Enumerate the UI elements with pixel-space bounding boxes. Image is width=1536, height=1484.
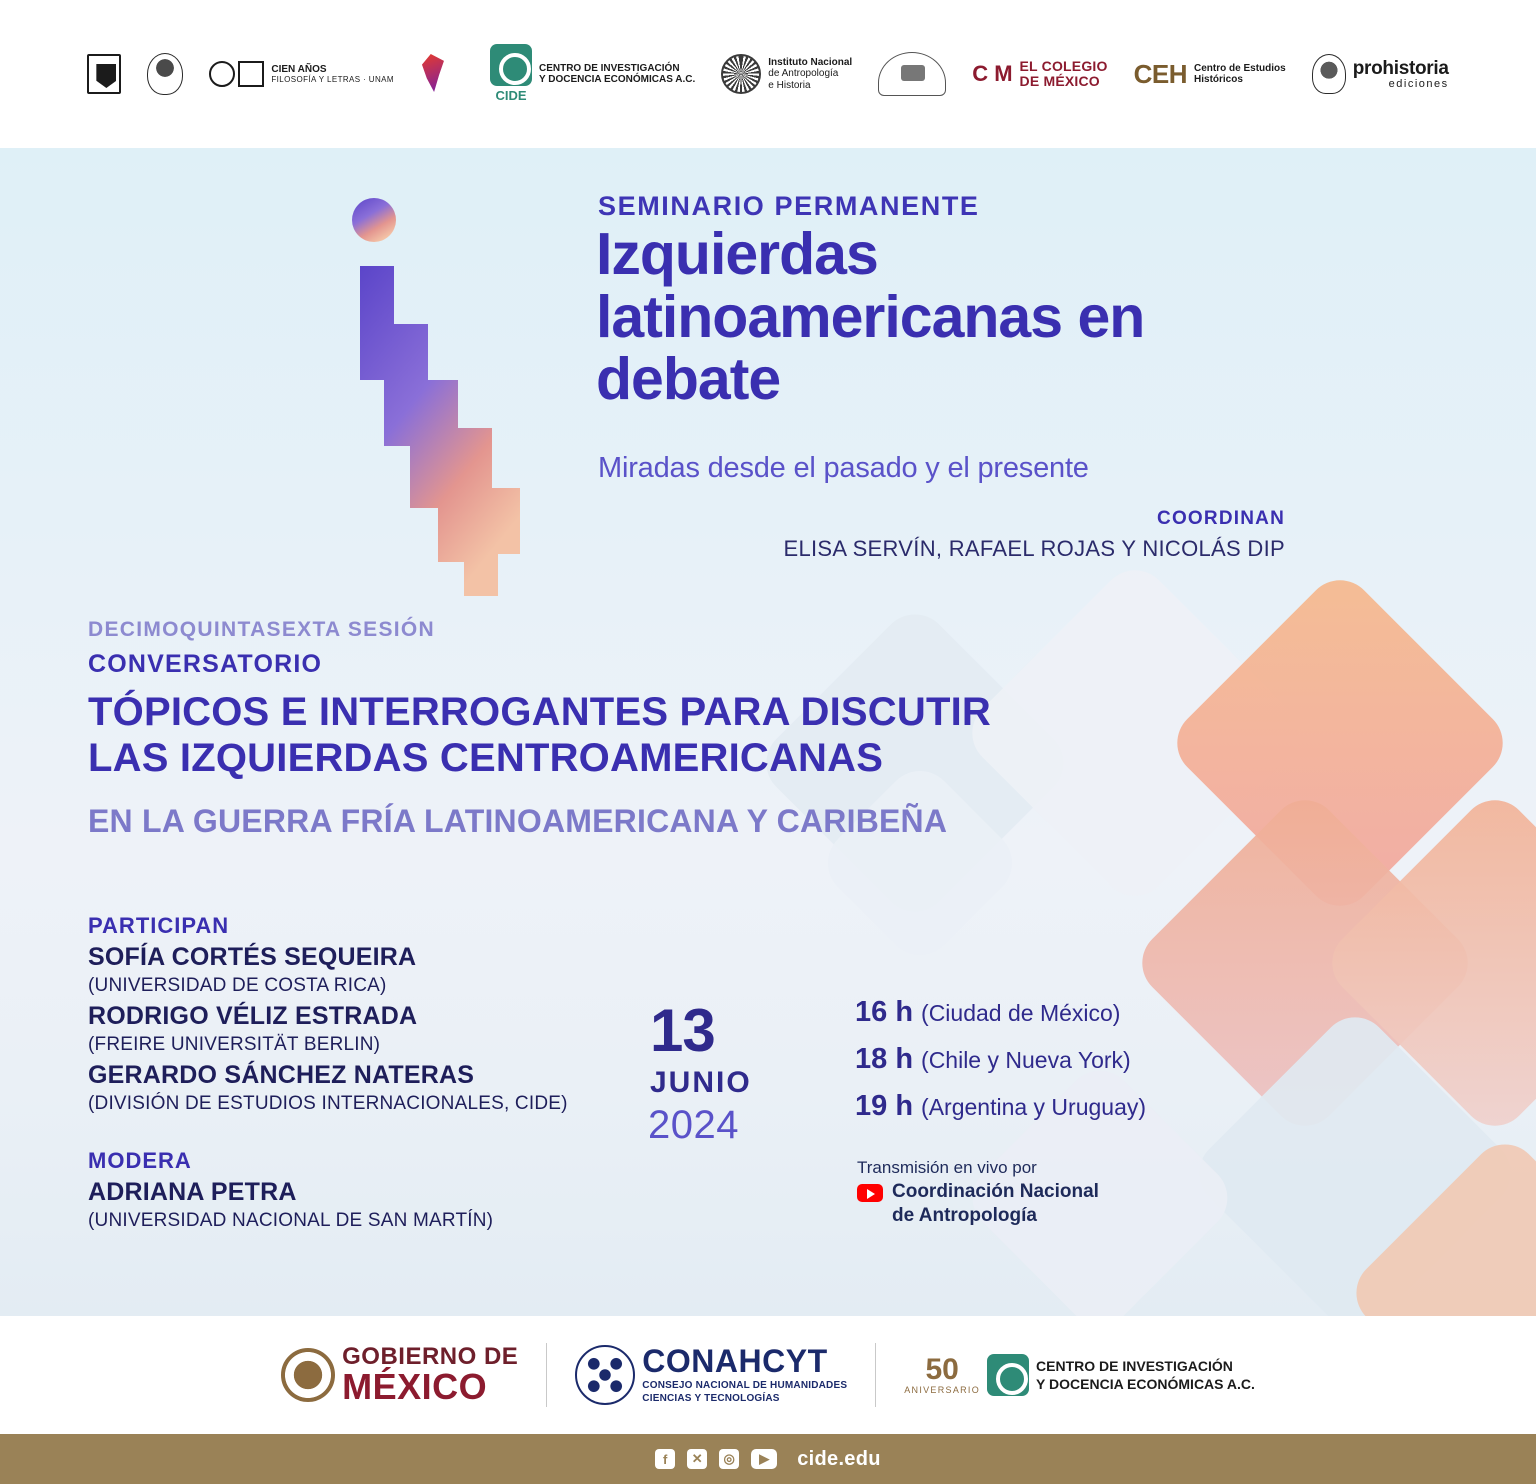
prohistoria-sub: ediciones	[1388, 77, 1449, 90]
ceh-monogram: CEH	[1133, 58, 1188, 89]
logo-unam	[87, 54, 121, 94]
mexican-seal-icon	[281, 1348, 335, 1402]
facebook-icon[interactable]: f	[655, 1449, 675, 1469]
prohistoria-face-icon	[1312, 54, 1346, 94]
page-subtitle: Miradas desde el pasado y el presente	[598, 452, 1089, 484]
ffyl-figure-icon	[147, 53, 183, 95]
cien-anos-icon	[209, 61, 264, 87]
event-day: 13	[650, 997, 715, 1064]
participants-list	[88, 943, 708, 1120]
cien-anos-line1: CIEN AÑOS	[271, 63, 327, 75]
stream-channel-line2: de Antropología	[892, 1204, 1037, 1226]
cide-line1: CENTRO DE INVESTIGACIÓN	[538, 62, 680, 74]
time-place: (Chile y Nueva York)	[921, 1047, 1131, 1073]
list-item	[855, 1043, 1146, 1076]
website-link[interactable]: cide.edu	[797, 1447, 881, 1470]
time-hour: 19 h	[855, 1090, 914, 1122]
stream-channel[interactable]	[857, 1180, 1099, 1228]
time-hour: 16 h	[855, 996, 914, 1028]
cide-footer-line1: CENTRO DE INVESTIGACIÓN	[1036, 1357, 1233, 1374]
cide-footer-line2: Y DOCENCIA ECONÓMICAS A.C.	[1036, 1376, 1255, 1392]
time-place: (Ciudad de México)	[921, 1000, 1121, 1026]
participants-label: PARTICIPAN	[88, 913, 230, 938]
logo-colmex	[972, 59, 1107, 88]
moderator-name: ADRIANA PETRA	[88, 1178, 297, 1206]
x-twitter-icon[interactable]: ✕	[687, 1449, 707, 1469]
moderator-affiliation: (UNIVERSIDAD NACIONAL DE SAN MARTÍN)	[88, 1209, 494, 1231]
logo-cide-top	[490, 44, 695, 104]
government-footer	[0, 1316, 1536, 1434]
conahcyt-name: CONAHCYT	[642, 1343, 828, 1379]
ceh-line1: Centro de Estudios	[1194, 62, 1286, 74]
list-item	[855, 996, 1146, 1029]
session-title-line1: TÓPICOS E INTERROGANTES PARA DISCUTIR	[88, 690, 992, 734]
cide-mark-icon	[490, 44, 532, 86]
logo-ffyl	[147, 53, 183, 95]
participant-name: SOFÍA CORTÉS SEQUEIRA	[88, 943, 417, 971]
latin-america-map-graphic	[320, 178, 570, 678]
logo-cela	[420, 50, 464, 98]
gobierno-line2: MÉXICO	[342, 1366, 488, 1407]
logo-cien-anos	[209, 61, 394, 87]
gobierno-line1: GOBIERNO DE	[342, 1343, 519, 1370]
footer-divider-2	[875, 1343, 876, 1407]
times-list	[855, 996, 1146, 1137]
list-item	[855, 1090, 1146, 1123]
youtube-icon	[857, 1184, 883, 1202]
event-month: JUNIO	[650, 1066, 752, 1099]
logo-gobierno-de-mexico	[281, 1345, 518, 1405]
moderator-list	[88, 1178, 708, 1237]
session-type: CONVERSATORIO	[88, 650, 323, 678]
logo-conahcyt	[575, 1345, 847, 1405]
cide-mark-label: CIDE	[495, 88, 527, 104]
top-logo-bar	[0, 0, 1536, 148]
inah-line3: e Historia	[768, 79, 811, 91]
participant-affiliation: (FREIRE UNIVERSITÄT BERLIN)	[88, 1033, 381, 1055]
colmex-line1: EL COLEGIO	[1019, 58, 1108, 75]
list-item	[88, 1178, 708, 1233]
coordinators-label: COORDINAN	[1157, 508, 1285, 529]
logo-inah	[721, 54, 852, 94]
inah-glyph-icon	[721, 54, 761, 94]
logo-aniversario	[904, 1354, 1255, 1396]
inah-line2: de Antropología	[768, 68, 839, 80]
colmex-line2: DE MÉXICO	[1019, 73, 1100, 89]
participant-name: GERARDO SÁNCHEZ NATERAS	[88, 1061, 475, 1090]
cide-mark-icon-footer	[987, 1354, 1029, 1396]
time-place: (Argentina y Uruguay)	[921, 1094, 1147, 1120]
participant-affiliation: (UNIVERSIDAD DE COSTA RICA)	[88, 974, 387, 996]
session-title-line2: LAS IZQUIERDAS CENTROAMERICANAS	[88, 735, 884, 780]
logo-prohistoria	[1312, 54, 1449, 94]
youtube-icon[interactable]: ▶	[751, 1449, 777, 1469]
coordinators-names: ELISA SERVÍN, RAFAEL ROJAS Y NICOLÁS DIP	[783, 536, 1285, 561]
cien-anos-line2: FILOSOFÍA Y LETRAS · UNAM	[271, 75, 394, 85]
list-item	[88, 943, 708, 998]
session-title	[88, 690, 1378, 781]
social-footer-bar	[0, 1434, 1536, 1484]
participant-affiliation: (DIVISIÓN DE ESTUDIOS INTERNACIONALES, CIDE)	[88, 1092, 568, 1114]
event-year: 2024	[648, 1103, 739, 1147]
participant-name: RODRIGO VÉLIZ ESTRADA	[88, 1002, 418, 1031]
inah-line1: Instituto Nacional	[768, 56, 853, 68]
list-item	[88, 1002, 708, 1057]
page-title: Izquierdas latinoamericanas en debate	[596, 221, 1145, 413]
list-item	[88, 1061, 708, 1116]
aniversario-label: ANIVERSARIO	[904, 1385, 981, 1395]
prohistoria-name: prohistoria	[1352, 57, 1449, 79]
poster-body	[0, 148, 1536, 1316]
cide-line2: Y DOCENCIA ECONÓMICAS A.C.	[538, 74, 696, 85]
instagram-icon[interactable]: ◎	[719, 1449, 739, 1469]
conahcyt-sub-line1: CONSEJO NACIONAL DE HUMANIDADES	[642, 1380, 848, 1391]
time-hour: 18 h	[855, 1043, 914, 1075]
session-subtitle: EN LA GUERRA FRÍA LATINOAMERICANA Y CARIBEÑA	[88, 803, 948, 839]
unam-shield-icon	[87, 54, 121, 94]
footer-divider-1	[546, 1343, 547, 1407]
stream-label: Transmisión en vivo por	[857, 1158, 1037, 1177]
seminar-eyebrow: SEMINARIO PERMANENTE	[598, 191, 980, 221]
logo-ceh	[1134, 59, 1286, 90]
colmex-monogram: C M	[972, 60, 1013, 86]
stream-channel-line1: Coordinación Nacional	[892, 1181, 1099, 1202]
ceh-line2: Históricos	[1194, 74, 1243, 85]
cela-map-icon	[420, 50, 464, 98]
conahcyt-mark-icon	[575, 1345, 635, 1405]
aniversario-number: 50	[925, 1353, 959, 1386]
logo-deh-seal	[878, 52, 946, 96]
deh-seal-icon	[878, 52, 946, 96]
conahcyt-sub-line2: CIENCIAS Y TECNOLOGÍAS	[642, 1392, 780, 1404]
session-number: DECIMOQUINTASEXTA SESIÓN	[88, 618, 435, 641]
moderator-label: MODERA	[88, 1148, 192, 1173]
